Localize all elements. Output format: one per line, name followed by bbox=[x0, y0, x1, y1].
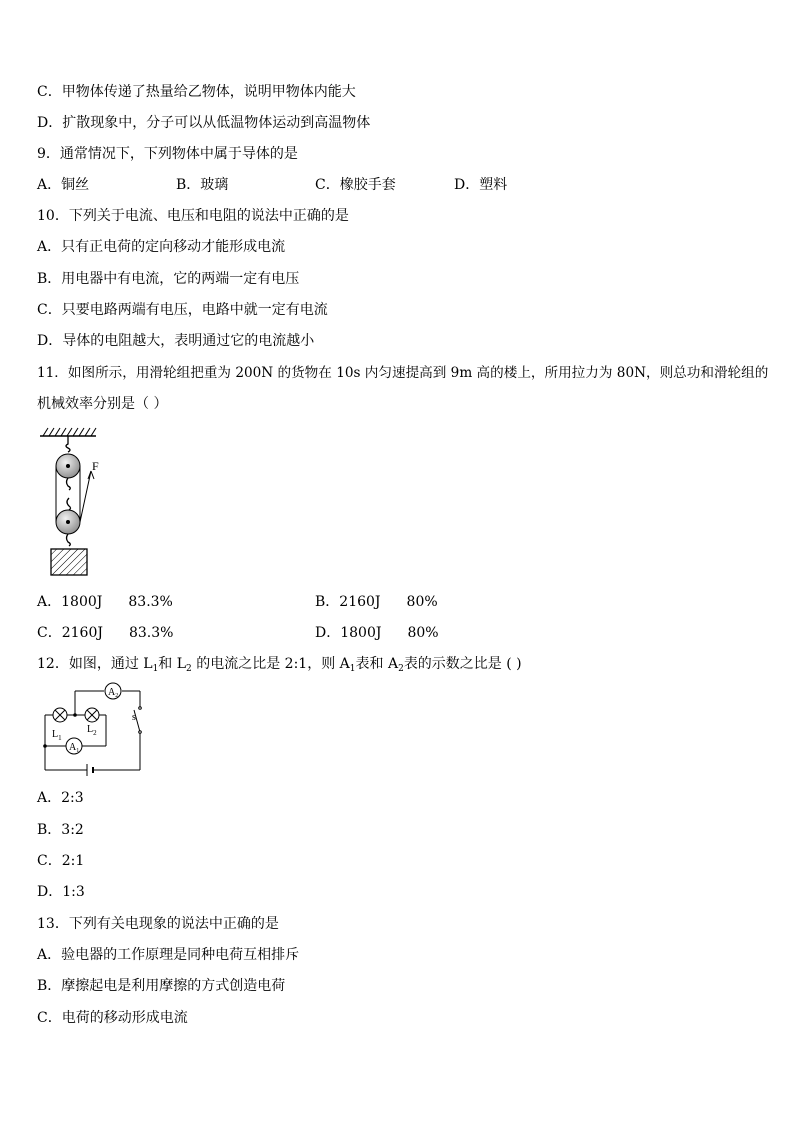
switch-label: s bbox=[132, 712, 136, 723]
q11-option-d bbox=[315, 624, 439, 642]
q13-stem: 13．下列有关电现象的说法中正确的是 bbox=[37, 916, 279, 932]
q12-sub-a2: 2 bbox=[398, 664, 404, 674]
q10-option-d: D．导体的电阻越大，表明通过它的电流越小 bbox=[37, 333, 315, 349]
q13-option-a: A．验电器的工作原理是同种电荷互相排斥 bbox=[37, 947, 300, 963]
svg-text:A2: $A_2$ bbox=[108, 687, 119, 699]
q12-sub-l1: 1 bbox=[152, 664, 159, 674]
q10-option-b: B．用电器中有电流，它的两端一定有电压 bbox=[37, 271, 300, 287]
q8-option-d: D．扩散现象中，分子可以从低温物体运动到高温物体 bbox=[37, 115, 371, 131]
q11-option-c-work: 2160J bbox=[61, 625, 103, 641]
q11-option-d-efficiency: 80% bbox=[407, 625, 439, 641]
q9-option-c: C．橡胶手套 bbox=[315, 177, 396, 193]
q11-option-c bbox=[37, 624, 173, 642]
q11-option-b bbox=[315, 593, 438, 611]
cargo-block bbox=[51, 549, 87, 575]
q13-option-b: B．摩擦起电是利用摩擦的方式创造电荷 bbox=[37, 978, 286, 994]
q10-option-a: A．只有正电荷的定向移动才能形成电流 bbox=[37, 239, 286, 255]
q12-option-b: B．3:2 bbox=[37, 822, 84, 838]
q12-sub-a1: 1 bbox=[349, 664, 356, 674]
circuit-figure bbox=[40, 680, 145, 772]
q12-stem-part2: 和 L bbox=[158, 656, 187, 672]
q12-option-a: A．2:3 bbox=[37, 790, 84, 806]
q12-stem-part1: 12．如图，通过 L bbox=[37, 656, 153, 672]
q12-stem-part3: 的电流之比是 2:1，则 A bbox=[191, 656, 350, 672]
fixed-pulley bbox=[56, 454, 80, 478]
q11-option-c-efficiency: 83.3% bbox=[128, 625, 174, 641]
q11-option-a-work: 1800J bbox=[61, 594, 103, 610]
force-label: F bbox=[92, 459, 99, 473]
q13-option-c: C．电荷的移动形成电流 bbox=[37, 1010, 188, 1026]
q9-stem: 9．通常情况下，下列物体中属于导体的是 bbox=[37, 146, 298, 162]
q11-option-a-letter: A． bbox=[37, 594, 62, 610]
q11-option-d-letter: D． bbox=[315, 625, 341, 641]
hook-between-pulleys bbox=[67, 478, 71, 510]
ammeter-a2-icon bbox=[105, 683, 121, 699]
battery-icon bbox=[87, 764, 93, 776]
q10-option-c: C．只要电路两端有电压，电路中就一定有电流 bbox=[37, 302, 328, 318]
q9-option-d: D．塑料 bbox=[454, 177, 508, 193]
q12-stem-part4: 表和 A bbox=[355, 656, 399, 672]
q12-sub-l2: 2 bbox=[186, 664, 192, 674]
lamp-l1-icon bbox=[53, 708, 67, 722]
q9-option-a: A．铜丝 bbox=[37, 177, 90, 193]
lamp-l1-label: $L_1$ bbox=[52, 729, 62, 742]
q10-stem: 10．下列关于电流、电压和电阻的说法中正确的是 bbox=[37, 208, 349, 224]
q12-stem bbox=[37, 655, 522, 673]
lower-hook bbox=[67, 534, 71, 546]
q11-option-b-efficiency: 80% bbox=[406, 594, 438, 610]
lamp-l2-icon bbox=[85, 708, 99, 722]
lamp-l2-label: $L_2$ bbox=[87, 724, 97, 737]
junction-dot bbox=[73, 713, 77, 717]
q11-option-d-work: 1800J bbox=[340, 625, 382, 641]
svg-text:A1: $A_1$ bbox=[69, 742, 80, 754]
pulley-figure bbox=[38, 426, 118, 586]
q9-option-b: B．玻璃 bbox=[176, 177, 229, 193]
q11-option-b-letter: B． bbox=[315, 594, 340, 610]
q11-stem-line1: 11．如图所示，用滑轮组把重为 200N 的货物在 10s 内匀速提高到 9m 高的楼上，所用拉力为 80N，则总功和滑轮组的 bbox=[37, 365, 769, 381]
junction-dot bbox=[43, 744, 47, 748]
ammeter-a1-icon bbox=[66, 738, 82, 754]
q12-option-d: D．1:3 bbox=[37, 884, 85, 900]
q11-option-b-work: 2160J bbox=[339, 594, 381, 610]
q12-option-c: C．2:1 bbox=[37, 853, 85, 869]
q8-option-c: C．甲物体传递了热量给乙物体，说明甲物体内能大 bbox=[37, 84, 356, 100]
movable-pulley bbox=[56, 510, 80, 534]
q11-option-a bbox=[37, 593, 173, 611]
q11-option-a-efficiency: 83.3% bbox=[128, 594, 173, 610]
ceiling bbox=[40, 428, 96, 436]
q12-stem-part5: 表的示数之比是 ( ) bbox=[403, 656, 522, 672]
q11-stem-line2: 机械效率分别是（ ） bbox=[37, 396, 168, 412]
q11-option-c-letter: C． bbox=[37, 625, 62, 641]
upper-hook bbox=[66, 436, 70, 452]
